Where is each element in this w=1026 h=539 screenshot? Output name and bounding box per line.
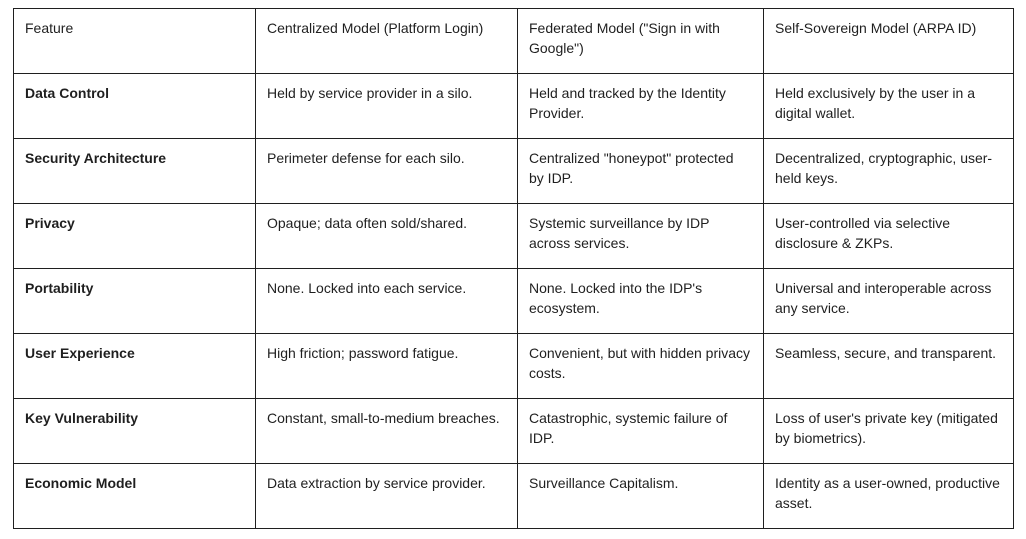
centralized-cell: Perimeter defense for each silo.: [256, 139, 518, 204]
table-row: [14, 204, 1014, 269]
row-feature-cell: Economic Model: [14, 464, 256, 529]
self-sovereign-cell: Seamless, secure, and transparent.: [764, 334, 1014, 399]
federated-cell: None. Locked into the IDP's ecosystem.: [518, 269, 764, 334]
centralized-cell: Opaque; data often sold/shared.: [256, 204, 518, 269]
comparison-table: [13, 8, 1014, 529]
federated-cell: Held and tracked by the Identity Provider.: [518, 74, 764, 139]
centralized-cell: Constant, small-to-medium breaches.: [256, 399, 518, 464]
header-centralized-model: Centralized Model (Platform Login): [256, 9, 518, 74]
self-sovereign-cell: Decentralized, cryptographic, user-held keys.: [764, 139, 1014, 204]
centralized-cell: None. Locked into each service.: [256, 269, 518, 334]
row-feature-cell: Privacy: [14, 204, 256, 269]
header-feature: Feature: [14, 9, 256, 74]
self-sovereign-cell: Identity as a user-owned, productive asset.: [764, 464, 1014, 529]
federated-cell: Systemic surveillance by IDP across services.: [518, 204, 764, 269]
federated-cell: Surveillance Capitalism.: [518, 464, 764, 529]
federated-cell: Centralized "honeypot" protected by IDP.: [518, 139, 764, 204]
self-sovereign-cell: Universal and interoperable across any service.: [764, 269, 1014, 334]
header-federated-model: Federated Model ("Sign in with Google"): [518, 9, 764, 74]
table-row: [14, 334, 1014, 399]
self-sovereign-cell: User-controlled via selective disclosure & ZKPs.: [764, 204, 1014, 269]
table-row: [14, 74, 1014, 139]
centralized-cell: High friction; password fatigue.: [256, 334, 518, 399]
row-feature-cell: Portability: [14, 269, 256, 334]
table-header-row: [14, 9, 1014, 74]
row-feature-cell: Data Control: [14, 74, 256, 139]
table-row: [14, 399, 1014, 464]
centralized-cell: Data extraction by service provider.: [256, 464, 518, 529]
row-feature-cell: User Experience: [14, 334, 256, 399]
table-row: [14, 269, 1014, 334]
federated-cell: Convenient, but with hidden privacy costs.: [518, 334, 764, 399]
table-row: [14, 139, 1014, 204]
self-sovereign-cell: Held exclusively by the user in a digital wallet.: [764, 74, 1014, 139]
row-feature-cell: Security Architecture: [14, 139, 256, 204]
header-self-sovereign-model: Self-Sovereign Model (ARPA ID): [764, 9, 1014, 74]
row-feature-cell: Key Vulnerability: [14, 399, 256, 464]
centralized-cell: Held by service provider in a silo.: [256, 74, 518, 139]
table-row: [14, 464, 1014, 529]
federated-cell: Catastrophic, systemic failure of IDP.: [518, 399, 764, 464]
self-sovereign-cell: Loss of user's private key (mitigated by biometrics).: [764, 399, 1014, 464]
